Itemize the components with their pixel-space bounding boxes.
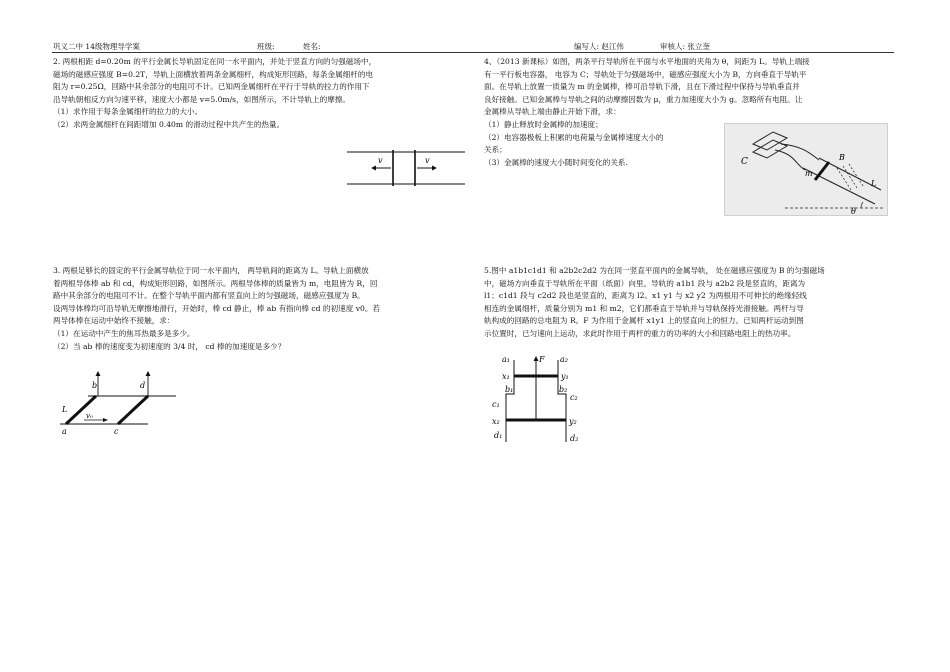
header-author: 编写人: 赵江伟: [574, 42, 624, 51]
q4-line: 面。在导轨上放置一质量为 m 的金属棒，棒可沿导轨下滑，且在下滑过程中保持与导轨垂直并: [484, 82, 800, 92]
q5-label-y2: y₂: [569, 417, 577, 426]
q4-line: 有一平行板电容器， 电容为 C；导轨处于匀强磁场中，磁感应强度大小为 B，方向垂直于导轨平: [484, 69, 807, 79]
q5-line: 轨构成的回路的总电阻为 R。F 为作用于金属杆 x1y1 上的竖直向上的恒力。已知两杆运动到图: [484, 316, 804, 326]
q3-figure: [56, 368, 182, 440]
q5-label-d2: d₂: [570, 434, 579, 443]
q5-line: l1；c1d1 段与 c2d2 段也是竖直的，距离为 l2。x1 y1 与 x2 y2 为两根用不可伸长的绝缘轻线: [484, 291, 807, 301]
q4-line: 金属棒从导轨上端由静止开始下滑，求：: [484, 107, 621, 117]
q2-line: （2）求两金属细杆在间距增加 0.40m 的滑动过程中共产生的热量。: [53, 119, 285, 129]
q3-line: 设两导体棒均可沿导轨无摩擦地滑行，开始时，棒 cd 静止，棒 ab 有指向棒 cd 的初速度 v0。若: [53, 303, 381, 313]
q5-label-b1: b₁: [505, 385, 514, 394]
header-name-label: 姓名:: [303, 42, 321, 51]
q4-label-B: B: [839, 153, 845, 162]
q4-label-C: C: [741, 157, 748, 167]
q3-line: 着两根导体棒 ab 和 cd，构成矩形回路，如图所示。两根导体棒的质量皆为 m，电阻皆为 R，回: [53, 278, 378, 288]
q3-line: 路中其余部分的电阻可不计。在整个导轨平面内都有竖直向上的匀强磁场，磁感应强度为 B。: [53, 291, 365, 301]
q5-label-c1: c₁: [492, 400, 500, 409]
q3-line: 3. 两根足够长的固定的平行金属导轨位于同一水平面内， 两导轨间的距离为 L。导轨上面横放: [53, 266, 369, 275]
q5-label-b2: b₂: [559, 385, 568, 394]
q5-figure: [486, 352, 596, 444]
q3-label-d: d: [140, 381, 146, 390]
q2-line: 磁场的磁感应强度 B=0.2T，导轨上面横放着两条金属细杆，构成矩形回路，每条金属细杆的电: [53, 69, 374, 79]
question-5: [484, 265, 825, 341]
q3-line: （1）在运动中产生的焦耳热最多是多少。: [53, 328, 195, 338]
q5-label-c2: c₂: [570, 393, 578, 402]
q3-line: （2）当 ab 棒的速度变为初速度的 3/4 时， cd 棒的加速度是多少？: [53, 341, 286, 351]
q4-line: 良好接触。已知金属棒与导轨之间的动摩擦因数为 μ，重力加速度大小为 g。忽略所有电阻。让: [484, 94, 803, 104]
question-2: [53, 56, 376, 132]
q5-label-F: F: [539, 355, 545, 364]
q5-line: 相连的金属细杆，质量分别为 m1 和 m2，它们都垂直于导轨并与导轨保持光滑接触。两杆与导: [484, 303, 804, 313]
q3-label-v0: v₀: [86, 412, 93, 420]
q5-label-x2: x₂: [492, 417, 500, 426]
header-reviewer: 审核人: 张立奎: [660, 42, 710, 51]
q2-line: 沿导轨朝相反方向匀速平移，速度大小都是 v=5.0m/s，如图所示，不计导轨上的摩擦。: [53, 94, 350, 104]
q4-label-m: m: [805, 169, 813, 178]
q5-label-a2: a₂: [560, 355, 568, 364]
q4-sub: （3）金属棒的速度大小随时间变化的关系.: [484, 157, 628, 167]
q5-label-y1: y₁: [561, 372, 569, 381]
q5-line: 5.图中 a1b1c1d1 和 a2b2c2d2 为在同一竖直平面内的金属导轨， 处在磁感应强度为 B 的匀强磁场: [484, 266, 825, 275]
q3-label-c: c: [114, 427, 119, 436]
header-rule: [52, 52, 894, 53]
q2-line: （1）求作用于每条金属细杆的拉力的大小。: [53, 107, 203, 117]
q4-sub: （2）电容器极板上积累的电荷量与金属棒速度大小的: [484, 132, 664, 142]
q4-label-theta: θ: [851, 207, 856, 215]
q5-label-x1: x₁: [502, 372, 510, 381]
q5-line: 示位置时，已匀速向上运动，求此时作用于两杆的重力的功率的大小和回路电阻上的热功率。: [484, 328, 796, 338]
q2-line: 2. 两根相距 d=0.20m 的平行金属长导轨固定在同一水平面内，并处于竖直方向的匀强磁场中，: [53, 57, 377, 66]
q4-sub: 关系；: [484, 145, 507, 155]
q5-label-d1: d₁: [494, 431, 503, 440]
header-school: 巩义二中 14级物理导学案: [53, 42, 140, 51]
q5-line: 中，磁场方向垂直于导轨所在平面（纸面）向里。导轨的 a1b1 段与 a2b2 段是竖直的，距离为: [484, 278, 806, 288]
q4-line: 4、（2013 新课标）如图，两条平行导轨所在平面与水平地面的夹角为 θ，间距为 L。导轨上端接: [484, 57, 810, 66]
q2-figure: [345, 147, 467, 189]
q2-velocity-left-label: v: [378, 156, 383, 165]
q3-label-b: b: [92, 381, 98, 390]
q4-label-L: L: [871, 179, 877, 188]
question-3: [53, 265, 380, 353]
q3-label-L: L: [62, 405, 68, 414]
q5-label-a1: a₁: [502, 355, 510, 364]
q3-line: 两导体棒在运动中始终不接触，求：: [53, 316, 175, 326]
q4-figure: [724, 123, 888, 216]
q2-line: 阻为 r=0.25Ω，回路中其余部分的电阻可不计。已知两金属细杆在平行于导轨的拉力的作用下: [53, 82, 370, 92]
q2-velocity-right-label: v: [425, 156, 430, 165]
q4-sub: （1）静止释放时金属棒的加速度；: [484, 119, 603, 129]
q3-label-a: a: [62, 427, 67, 436]
header-class-label: 班级:: [257, 42, 275, 51]
